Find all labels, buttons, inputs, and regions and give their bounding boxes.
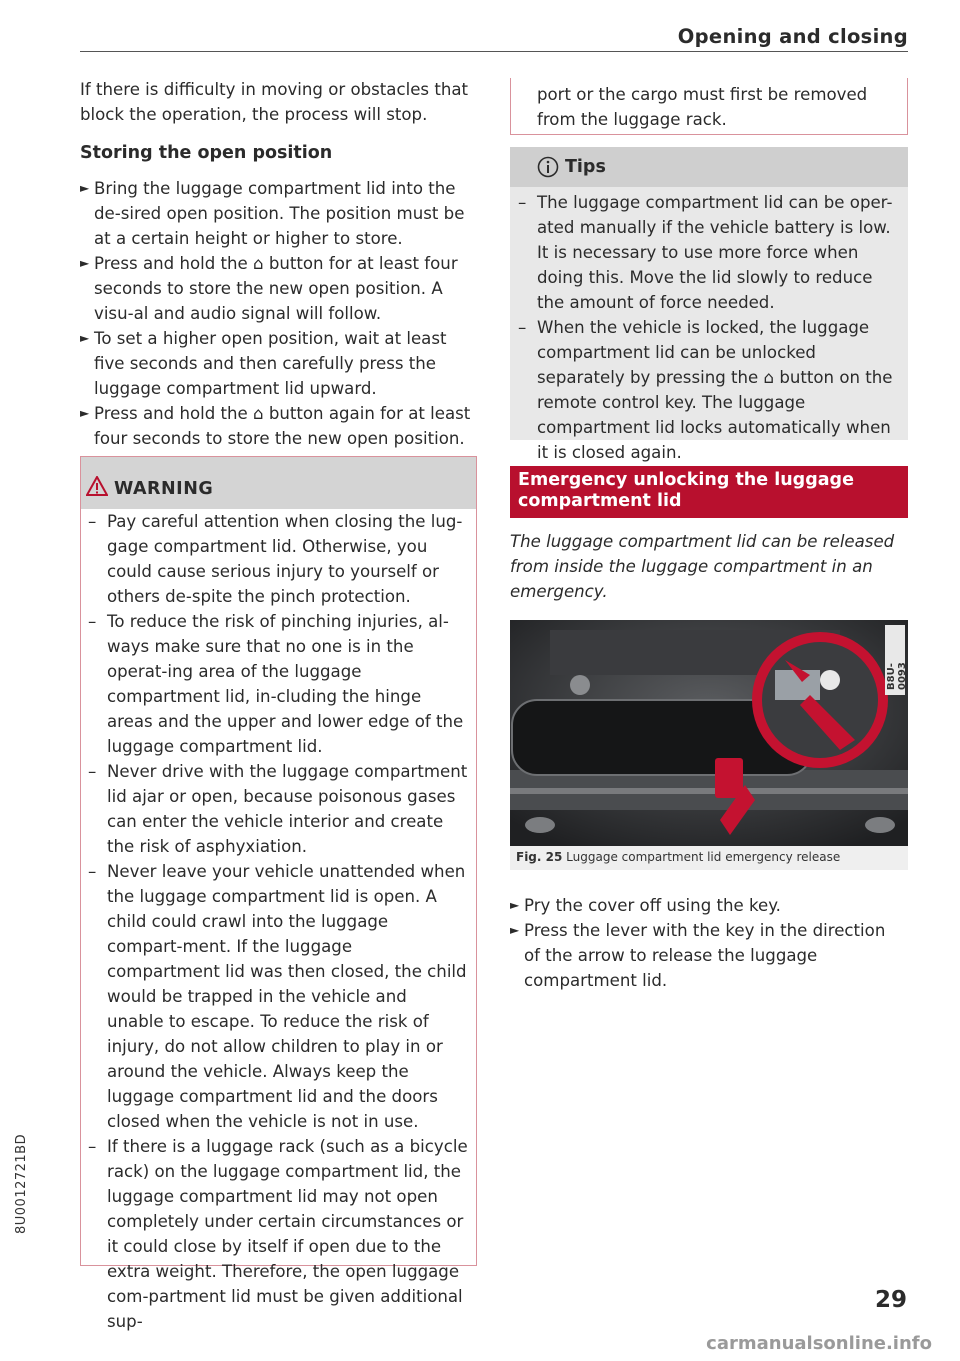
section-intro: The luggage compartment lid can be released from inside the luggage compartment in an emergency. (510, 532, 895, 601)
document-code: 8U0012721BD (14, 1133, 29, 1234)
warning-list (88, 509, 468, 1334)
section-title: Emergency unlocking the luggage compartment lid (518, 470, 854, 511)
bullet-arrow-icon: ► (80, 256, 90, 270)
section-heading: Storing the open position (80, 143, 333, 163)
list-item: – The luggage compartment lid can be oper-ated manually if the vehicle battery is low. It is necessary to use more force when doing this. Move the lid slowly to reduce the amount of force needed. (518, 193, 893, 312)
bullet-arrow-icon: ► (510, 898, 520, 912)
warning-triangle-icon (86, 476, 108, 496)
figure-label: Fig. 25 (516, 850, 563, 864)
tips-title: Tips (565, 157, 606, 177)
page-number: 29 (874, 1287, 907, 1313)
intro-paragraph: If there is difficulty in moving or obstacles that block the operation, the process will stop. (80, 80, 469, 124)
release-steps-list (510, 893, 906, 993)
list-item: ► Bring the luggage compartment lid into the de-sired open position. The position must be at a certain height or higher to store. (80, 176, 478, 251)
bullet-arrow-icon: ► (80, 181, 90, 195)
header-rule (80, 51, 908, 52)
figure-caption (516, 850, 840, 864)
list-item: ► Press the lever with the key in the direction of the arrow to release the luggage compartment lid. (510, 918, 906, 993)
list-item: – When the vehicle is locked, the luggage compartment lid can be unlocked separately by pressing the ⌂ button on the remote control key. The luggage compartment lid locks automatically when it is closed again. (518, 318, 893, 462)
running-header-title: Opening and closing (677, 25, 908, 48)
watermark: carmanualsonline.info (706, 1333, 932, 1354)
figure-image (510, 620, 908, 846)
list-item: ► Press and hold the ⌂ button for at least four seconds to store the new open position. A visu-al and audio signal will follow. (80, 251, 478, 326)
bullet-arrow-icon: ► (510, 923, 520, 937)
list-item: ► Pry the cover off using the key. (510, 893, 906, 918)
list-item: – If there is a luggage rack (such as a bicycle rack) on the luggage compartment lid, the luggage compartment lid may not open completely under certain circumstances or it could close by itself if open due to the extra weight. Therefore, the open luggage com-partment lid must be given additional sup- (88, 1137, 468, 1331)
list-item: – Pay careful attention when closing the lug-gage compartment lid. Otherwise, you could cause serious injury to yourself or others de-spite the pinch protection. (88, 512, 463, 606)
list-item: – Never drive with the luggage compartment lid ajar or open, because poisonous gases can enter the vehicle interior and create the risk of asphyxiation. (88, 762, 468, 856)
list-item: ► Press and hold the ⌂ button again for at least four seconds to store the new open position. (80, 401, 478, 451)
list-item: – To reduce the risk of pinching injuries, al-ways make sure that no one is in the operat-ing area of the luggage compartment lid, in-cluding the hinge areas and the upper and lower edge of the luggage compartment lid. (88, 612, 464, 756)
luggage-release-illustration (510, 620, 908, 846)
storing-steps-list (80, 176, 478, 451)
tips-list (518, 190, 902, 465)
warning-title: WARNING (114, 479, 214, 499)
list-item: ► To set a higher open position, wait at least five seconds and then carefully press the luggage compartment lid upward. (80, 326, 478, 401)
figure-caption-text: Luggage compartment lid emergency release (566, 850, 841, 864)
figure-code: B8U-0093 (886, 662, 908, 690)
bullet-arrow-icon: ► (80, 331, 90, 345)
bullet-arrow-icon: ► (80, 406, 90, 420)
list-item: – Never leave your vehicle unattended when the luggage compartment lid is open. A child could crawl into the luggage compart-ment. If the luggage compartment lid was then closed, the child would be trapped in the vehicle and unable to escape. To reduce the risk of injury, do not allow children to play in or around the vehicle. Always keep the luggage compartment lid and the doors closed when the vehicle is not in use. (88, 862, 467, 1131)
info-icon (537, 156, 559, 178)
warning-continuation-text: port or the cargo must first be removed from the luggage rack. (537, 85, 868, 129)
